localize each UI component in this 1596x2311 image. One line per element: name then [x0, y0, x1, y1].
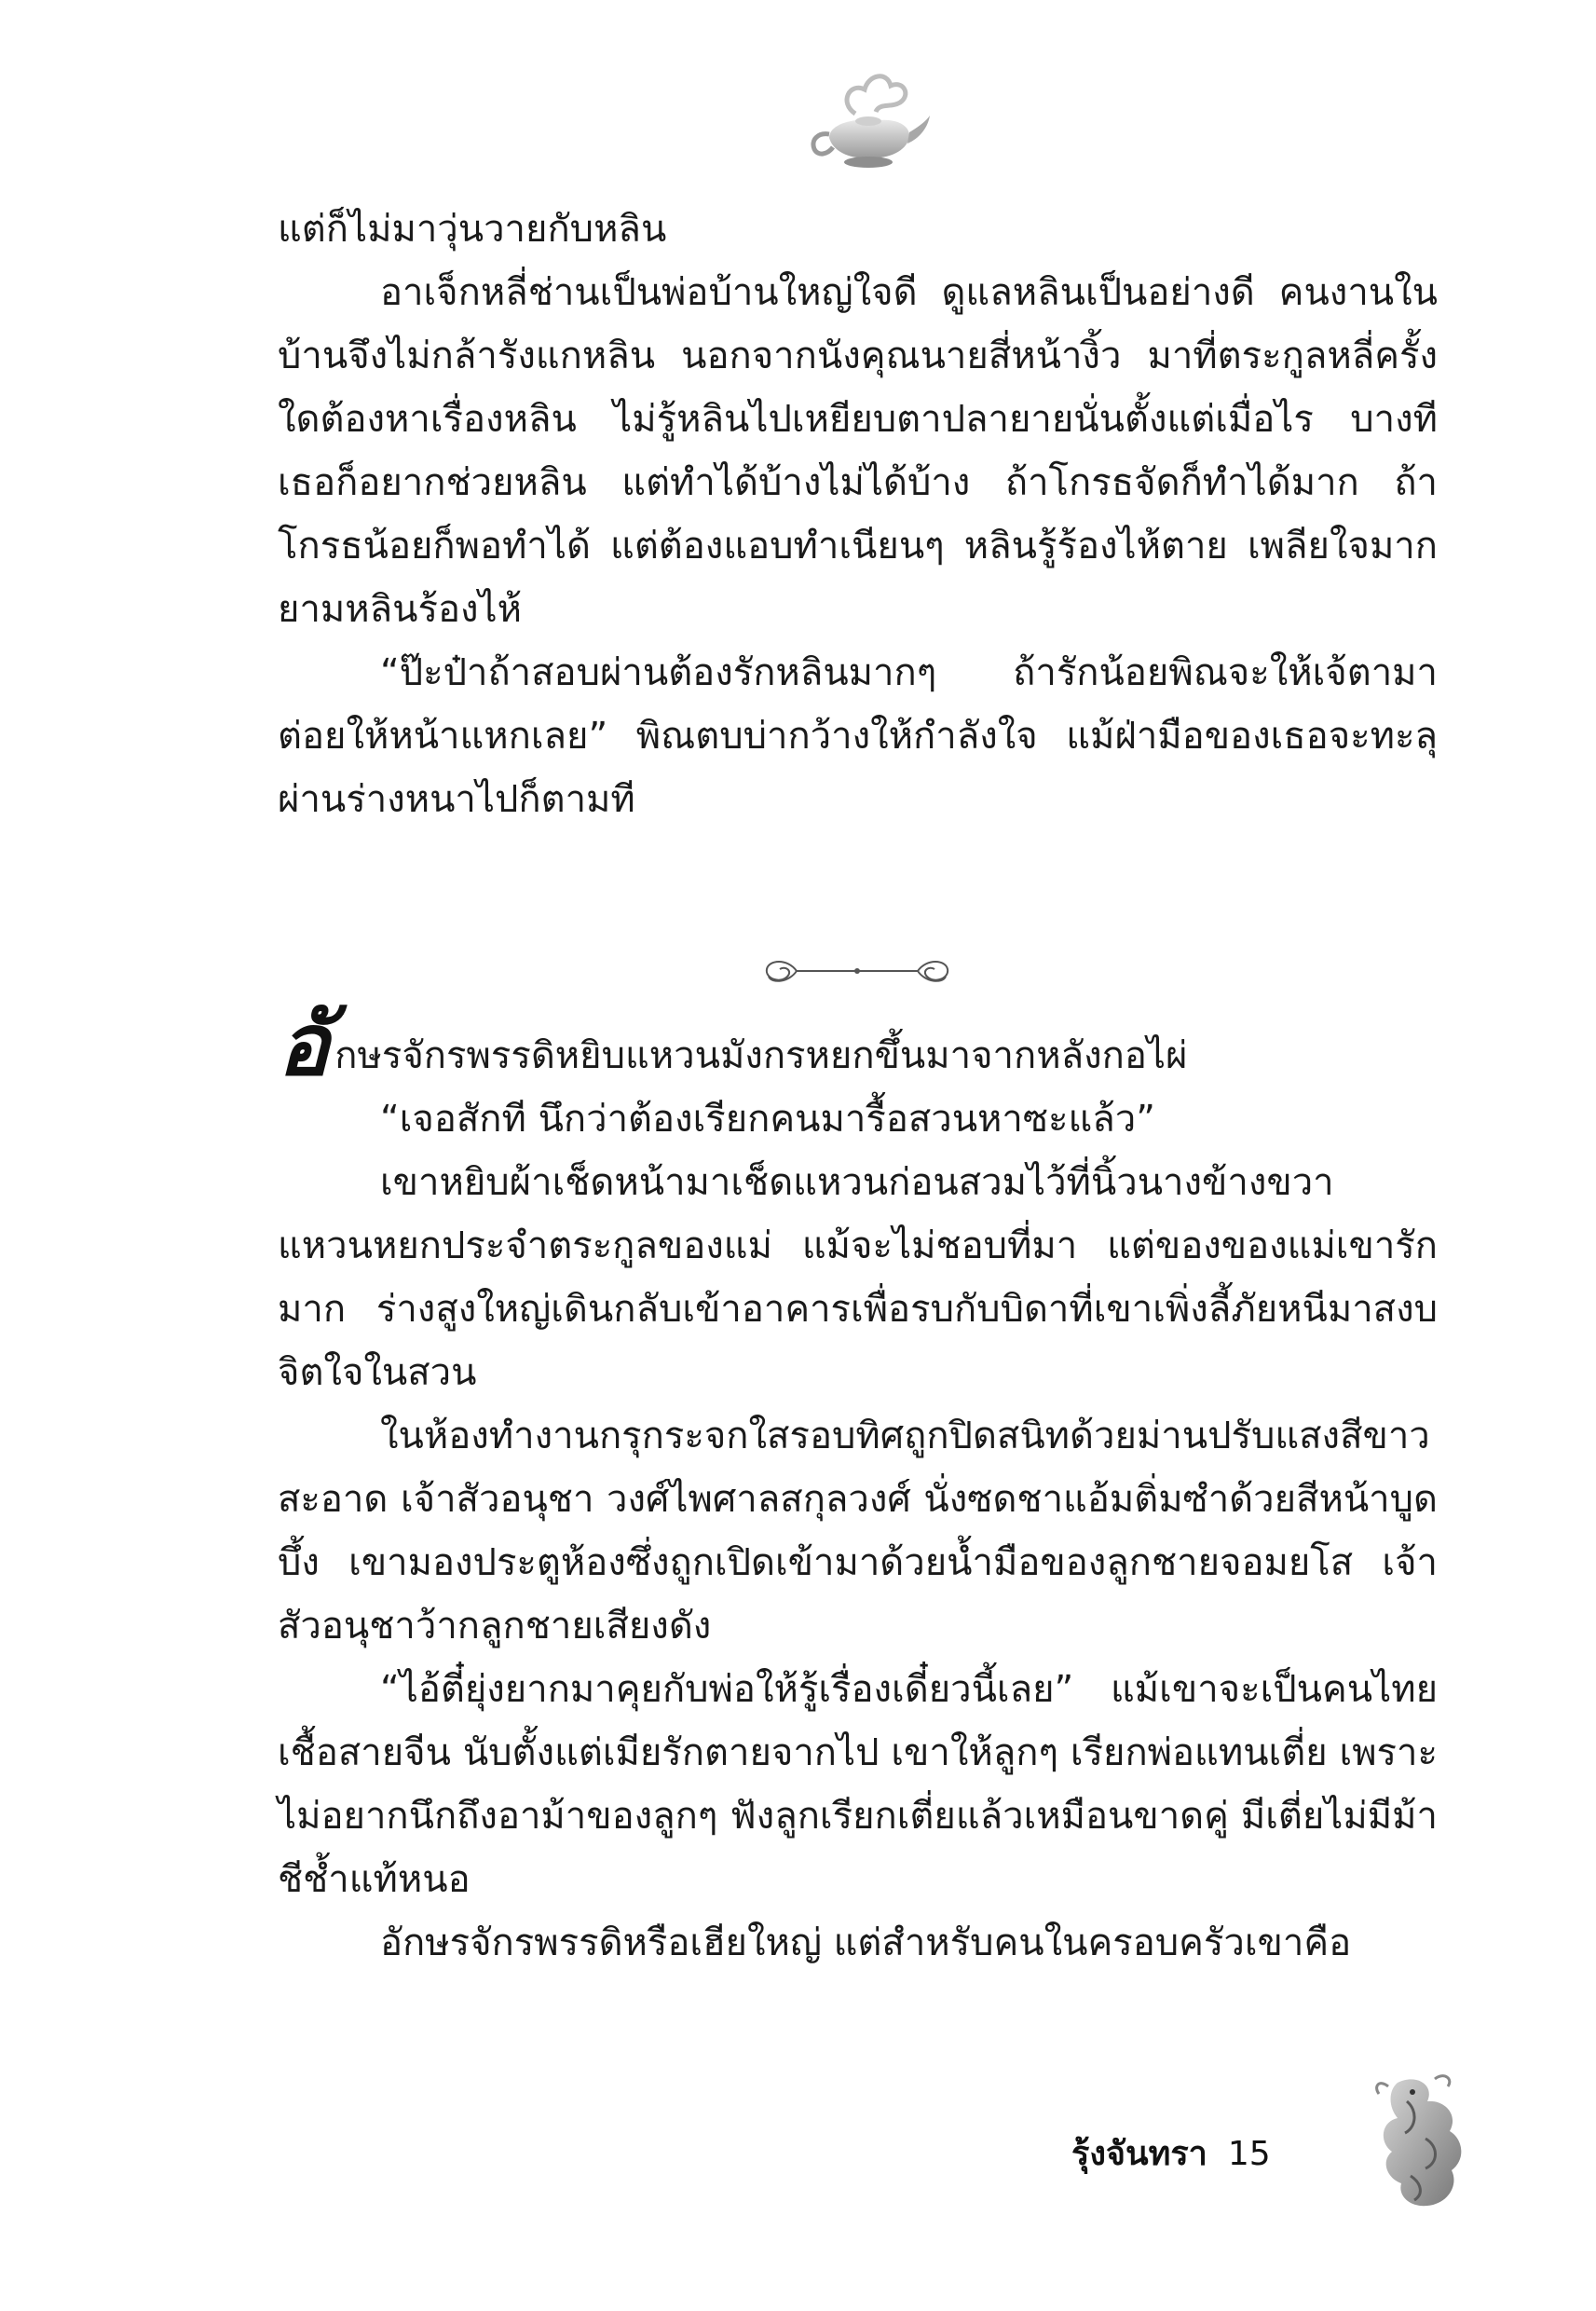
- book-title: รุ้งจันทรา: [1071, 2135, 1207, 2173]
- dropcap-line-text: กษรจักรพรรดิหยิบแหวนมังกรหยกขึ้นมาจากหลังกอไผ่: [334, 1034, 1188, 1077]
- section-one: [278, 198, 1438, 831]
- ornamental-divider-icon: [759, 950, 955, 991]
- paragraph: “ไอ้ตี๋ยุ่งยากมาคุยกับพ่อให้รู้เรื่องเดี๋ยวนี้เลย” แม้เขาจะเป็นคนไทยเชื้อสายจีน นับตั้งแต่เมียรักตายจากไป เขาให้ลูกๆ เรียกพ่อแทนเตี่ย เพราะไม่อยากนึกถึงอาม้าของลูกๆ ฟังลูกเรียกเตี่ยแล้วเหมือนขาดคู่ มีเตี่ยไม่มีม้าชีช้ำแท้หนอ: [278, 1668, 1438, 1901]
- dropcap-paragraph: [278, 994, 1438, 1095]
- paragraph: “เจอสักที นึกว่าต้องเรียกคนมารื้อสวนหาซะแล้ว”: [380, 1098, 1155, 1141]
- dropcap-letter: อั: [278, 994, 330, 1095]
- paragraph: อาเจ็กหลี่ช่านเป็นพ่อบ้านใหญ่ใจดี ดูแลหลินเป็นอย่างดี คนงานในบ้านจึงไม่กล้ารังแกหลิน นอกจากนังคุณนายสี่หน้างิ้ว มาที่ตระกูลหลี่ครั้งใดต้องหาเรื่องหลิน ไม่รู้หลินไปเหยียบตาปลายายนั่นตั้งแต่เมื่อไร บางทีเธอก็อยากช่วยหลิน แต่ทำได้บ้างไม่ได้บ้าง ถ้าโกรธจัดก็ทำได้มาก ถ้าโกรธน้อยก็พอทำได้ แต่ต้องแอบทำเนียนๆ หลินรู้ร้องไห้ตาย เพลียใจมากยามหลินร้องไห้: [278, 271, 1438, 631]
- genie-lamp-icon: [801, 65, 932, 177]
- paragraph: ในห้องทำงานกรุกระจกใสรอบทิศถูกปิดสนิทด้วยม่านปรับแสงสีขาวสะอาด เจ้าสัวอนุชา วงศ์ไพศาลสกุลวงศ์ นั่งซดชาแอ้มติ่มซำด้วยสีหน้าบูดบึ้ง เขามองประตูห้องซึ่งถูกเปิดเข้ามาด้วยน้ำมือของลูกชายจอมยโส เจ้าสัวอนุชาว้ากลูกชายเสียงดัง: [278, 1415, 1438, 1648]
- paragraph-continuation: แต่ก็ไม่มาวุ่นวายกับหลิน: [278, 208, 667, 251]
- dragon-icon: [1370, 2073, 1472, 2213]
- paragraph: เขาหยิบผ้าเช็ดหน้ามาเช็ดแหวนก่อนสวมไว้ที่นิ้วนางข้างขวา แหวนหยกประจำตระกูลของแม่ แม้จะไม่ชอบที่มา แต่ของของแม่เขารักมาก ร่างสูงใหญ่เดินกลับเข้าอาคารเพื่อรบกับบิดาที่เขาเพิ่งลี้ภัยหนีมาสงบจิตใจในสวน: [278, 1161, 1438, 1394]
- paragraph: อักษรจักรพรรดิหรือเฮียใหญ่ แต่สำหรับคนในครอบครัวเขาคือ: [380, 1921, 1352, 1964]
- page-number: 15: [1227, 2135, 1271, 2173]
- page-footer: [1071, 2126, 1271, 2180]
- paragraph: “ป๊ะป๋าถ้าสอบผ่านต้องรักหลินมากๆ ถ้ารักน้อยพิณจะให้เจ้ตามาต่อยให้หน้าแหกเลย” พิณตบบ่ากว้างให้กำลังใจ แม้ฝ่ามือของเธอจะทะลุผ่านร่างหนาไปก็ตามที: [278, 651, 1438, 821]
- section-two: [278, 994, 1438, 1975]
